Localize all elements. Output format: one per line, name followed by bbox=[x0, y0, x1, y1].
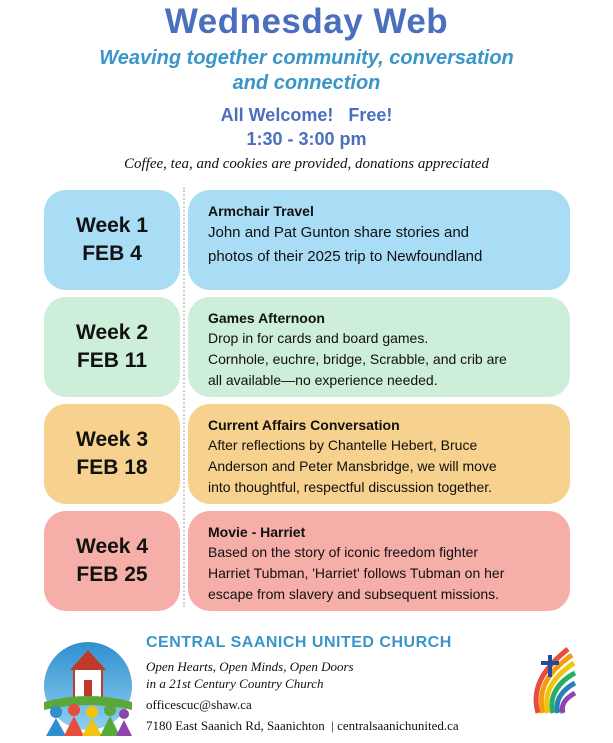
motto-line-1: Open Hearts, Open Minds, Open Doors bbox=[146, 659, 354, 674]
church-logo-icon bbox=[40, 640, 136, 736]
event-line: escape from slavery and subsequent missions. bbox=[208, 586, 500, 602]
event-line: Anderson and Peter Mansbridge, we will move bbox=[208, 458, 497, 474]
tagline bbox=[0, 46, 613, 96]
event-line: all available—no experience needed. bbox=[208, 372, 438, 388]
event-line: Harriet Tubman, 'Harriet' follows Tubman on her bbox=[208, 565, 505, 581]
week-label: Week 3 bbox=[76, 428, 148, 451]
united-church-crest-icon bbox=[528, 645, 576, 715]
week-2-description bbox=[188, 297, 570, 397]
week-date: FEB 11 bbox=[76, 349, 148, 372]
tagline-line-2: and connection bbox=[232, 72, 381, 94]
week-label: Week 2 bbox=[76, 321, 148, 344]
column-divider bbox=[183, 187, 185, 607]
tagline-line-1: Weaving together community, conversation bbox=[99, 47, 514, 69]
week-3-description bbox=[188, 404, 570, 504]
event-title: Armchair Travel bbox=[208, 203, 314, 219]
motto-line-2: in a 21st Century Country Church bbox=[146, 676, 324, 691]
week-4-description bbox=[188, 511, 570, 611]
church-address: 7180 East Saanich Rd, Saanichton | centralsaanichunited.ca bbox=[146, 718, 459, 733]
event-line: After reflections by Chantelle Hebert, Bruce bbox=[208, 437, 478, 453]
church-name: CENTRAL SAANICH UNITED CHURCH bbox=[146, 634, 452, 651]
week-label: Week 4 bbox=[76, 535, 148, 558]
event-title: Current Affairs Conversation bbox=[208, 417, 400, 433]
week-1-card bbox=[44, 190, 180, 290]
week-2-card bbox=[44, 297, 180, 397]
page-title: Wednesday Web bbox=[164, 2, 449, 41]
week-4-card bbox=[44, 511, 180, 611]
week-label: Week 1 bbox=[76, 214, 148, 237]
week-date: FEB 25 bbox=[76, 563, 148, 586]
time-text: 1:30 - 3:00 pm bbox=[246, 129, 367, 149]
week-1-description bbox=[188, 190, 570, 290]
week-date: FEB 18 bbox=[76, 456, 148, 479]
event-line: photos of their 2025 trip to Newfoundland bbox=[208, 248, 483, 265]
week-date: FEB 4 bbox=[82, 242, 142, 265]
welcome-text: All Welcome! Free! bbox=[220, 105, 393, 125]
event-line: Cornhole, euchre, bridge, Scrabble, and crib are bbox=[208, 351, 507, 367]
event-line: John and Pat Gunton share stories and bbox=[208, 224, 470, 241]
church-motto bbox=[146, 658, 354, 692]
event-line: into thoughtful, respectful discussion together. bbox=[208, 479, 493, 495]
event-line: Based on the story of iconic freedom fighter bbox=[208, 544, 479, 560]
event-title: Games Afternoon bbox=[208, 310, 325, 326]
refreshments-note: Coffee, tea, and cookies are provided, donations appreciated bbox=[124, 156, 489, 172]
event-title: Movie - Harriet bbox=[208, 524, 306, 540]
event-line: Drop in for cards and board games. bbox=[208, 330, 429, 346]
contact-email[interactable]: officescuc@shaw.ca bbox=[146, 697, 252, 712]
week-3-card bbox=[44, 404, 180, 504]
